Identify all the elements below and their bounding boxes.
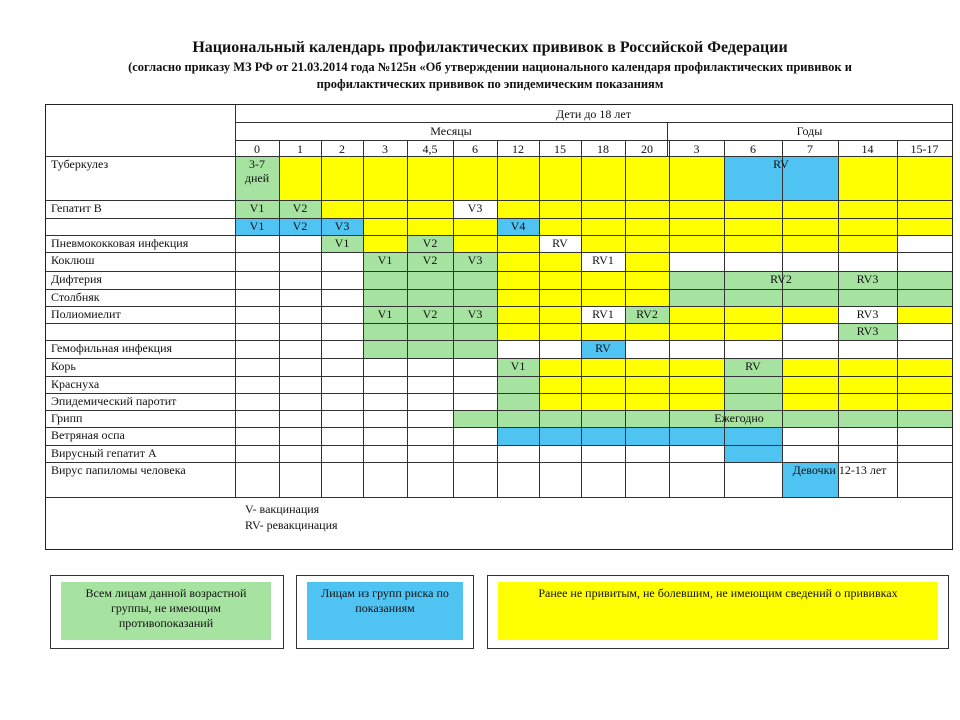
legend-box-green xyxy=(50,575,284,649)
cell-text: V1 xyxy=(377,307,393,321)
row-label: Эпидемический паротит xyxy=(51,394,177,408)
subtitle-line-2: профилактических прививок по эпидемическим показаниям xyxy=(316,77,664,91)
row-label: Пневмококковая инфекция xyxy=(51,236,189,250)
legend-yellow-swatch xyxy=(498,582,938,640)
row-label: Туберкулез xyxy=(51,157,109,171)
cell-text: RV1 xyxy=(592,307,614,321)
cell-text: V1 xyxy=(510,359,526,373)
row-label: Ветряная оспа xyxy=(51,428,125,442)
column-header: 18 xyxy=(597,142,609,156)
cell-text: RV3 xyxy=(856,272,879,286)
column-header: 6 xyxy=(472,142,478,156)
column-header: 4,5 xyxy=(422,142,438,156)
row-label: Вирусный гепатит А xyxy=(51,446,157,460)
legend-green-text: Всем лицам данной возрастной группы, не имеющим противопоказаний xyxy=(85,586,247,630)
cell-text: V3 xyxy=(467,201,483,215)
legend-green-swatch xyxy=(61,582,271,640)
cell-text: RV xyxy=(552,236,568,250)
column-header: 12 xyxy=(512,142,524,156)
column-header: 20 xyxy=(641,142,653,156)
note-revaccination: RV- ревакцинация xyxy=(245,518,338,532)
row-label: Корь xyxy=(51,359,76,373)
column-header: 15 xyxy=(554,142,566,156)
column-header: 6 xyxy=(750,142,756,156)
cell-text: RV2 xyxy=(770,272,792,286)
cell-text: V1 xyxy=(377,253,393,267)
cell-text: V1 xyxy=(249,201,265,215)
cell-text: RV xyxy=(745,359,761,373)
cell-text: V2 xyxy=(292,201,308,215)
row-label: Столбняк xyxy=(51,290,100,304)
cell-text: V1 xyxy=(334,236,350,250)
column-header: 15-17 xyxy=(910,142,939,156)
row-label: Коклюш xyxy=(51,253,95,267)
cell-text: RV xyxy=(773,157,789,171)
column-header: 1 xyxy=(297,142,303,156)
row-label: Гепатит В xyxy=(51,201,102,215)
cell-text: V2 xyxy=(422,307,438,321)
cell-text: V1 xyxy=(249,219,265,233)
legend-blue-swatch xyxy=(307,582,463,640)
cell-text: RV3 xyxy=(856,324,879,338)
row-label: Грипп xyxy=(51,411,83,425)
column-header: 14 xyxy=(861,142,874,156)
table-border xyxy=(45,104,953,550)
header-months: Месяцы xyxy=(430,124,472,138)
row-label: Полиомиелит xyxy=(51,307,121,321)
legend-box-blue xyxy=(296,575,474,649)
cell-text: RV xyxy=(595,341,611,355)
page-title: Национальный календарь профилактических прививок в Российской Федерации xyxy=(192,39,788,56)
cell-text: Девочки 12-13 лет xyxy=(792,463,887,477)
legend-blue-text: Лицам из групп риска по показаниям xyxy=(321,586,449,615)
legend-yellow-text: Ранее не привитым, не болевшим, не имеющим сведений о прививках xyxy=(538,586,898,600)
cell-text: V3 xyxy=(467,307,483,321)
cell-text: V2 xyxy=(422,253,438,267)
column-header: 0 xyxy=(254,142,260,156)
cell-text: V2 xyxy=(422,236,438,250)
cell-text: 3-7 дней xyxy=(244,157,270,185)
column-header: 3 xyxy=(382,142,388,156)
cell-text: RV2 xyxy=(636,307,658,321)
header-years: Годы xyxy=(796,124,823,138)
cell-text: V3 xyxy=(467,253,483,267)
cell-text: V3 xyxy=(334,219,350,233)
row-label: Вирус папиломы человека xyxy=(51,463,186,477)
row-label: Краснуха xyxy=(51,377,100,391)
title-block xyxy=(40,38,940,92)
row-label: Дифтерия xyxy=(51,272,102,286)
header-group: Дети до 18 лет xyxy=(556,107,631,121)
cell-text: V2 xyxy=(292,219,308,233)
note-vaccination: V- вакцинация xyxy=(245,502,320,516)
vaccination-calendar-table xyxy=(45,104,953,550)
row-label: Гемофильная инфекция xyxy=(51,341,173,355)
cell-text: RV3 xyxy=(856,307,879,321)
legend-box-yellow xyxy=(487,575,949,649)
column-header: 2 xyxy=(339,142,345,156)
subtitle-line-1: (согласно приказу МЗ РФ от 21.03.2014 года №125н «Об утверждении национального календаря профилактических прививок и xyxy=(128,60,852,74)
column-header: 7 xyxy=(807,142,813,156)
cell-text: Ежегодно xyxy=(714,411,764,425)
cell-text: V4 xyxy=(510,219,526,233)
cell-text: RV1 xyxy=(592,253,614,267)
column-header: 3 xyxy=(693,142,700,156)
